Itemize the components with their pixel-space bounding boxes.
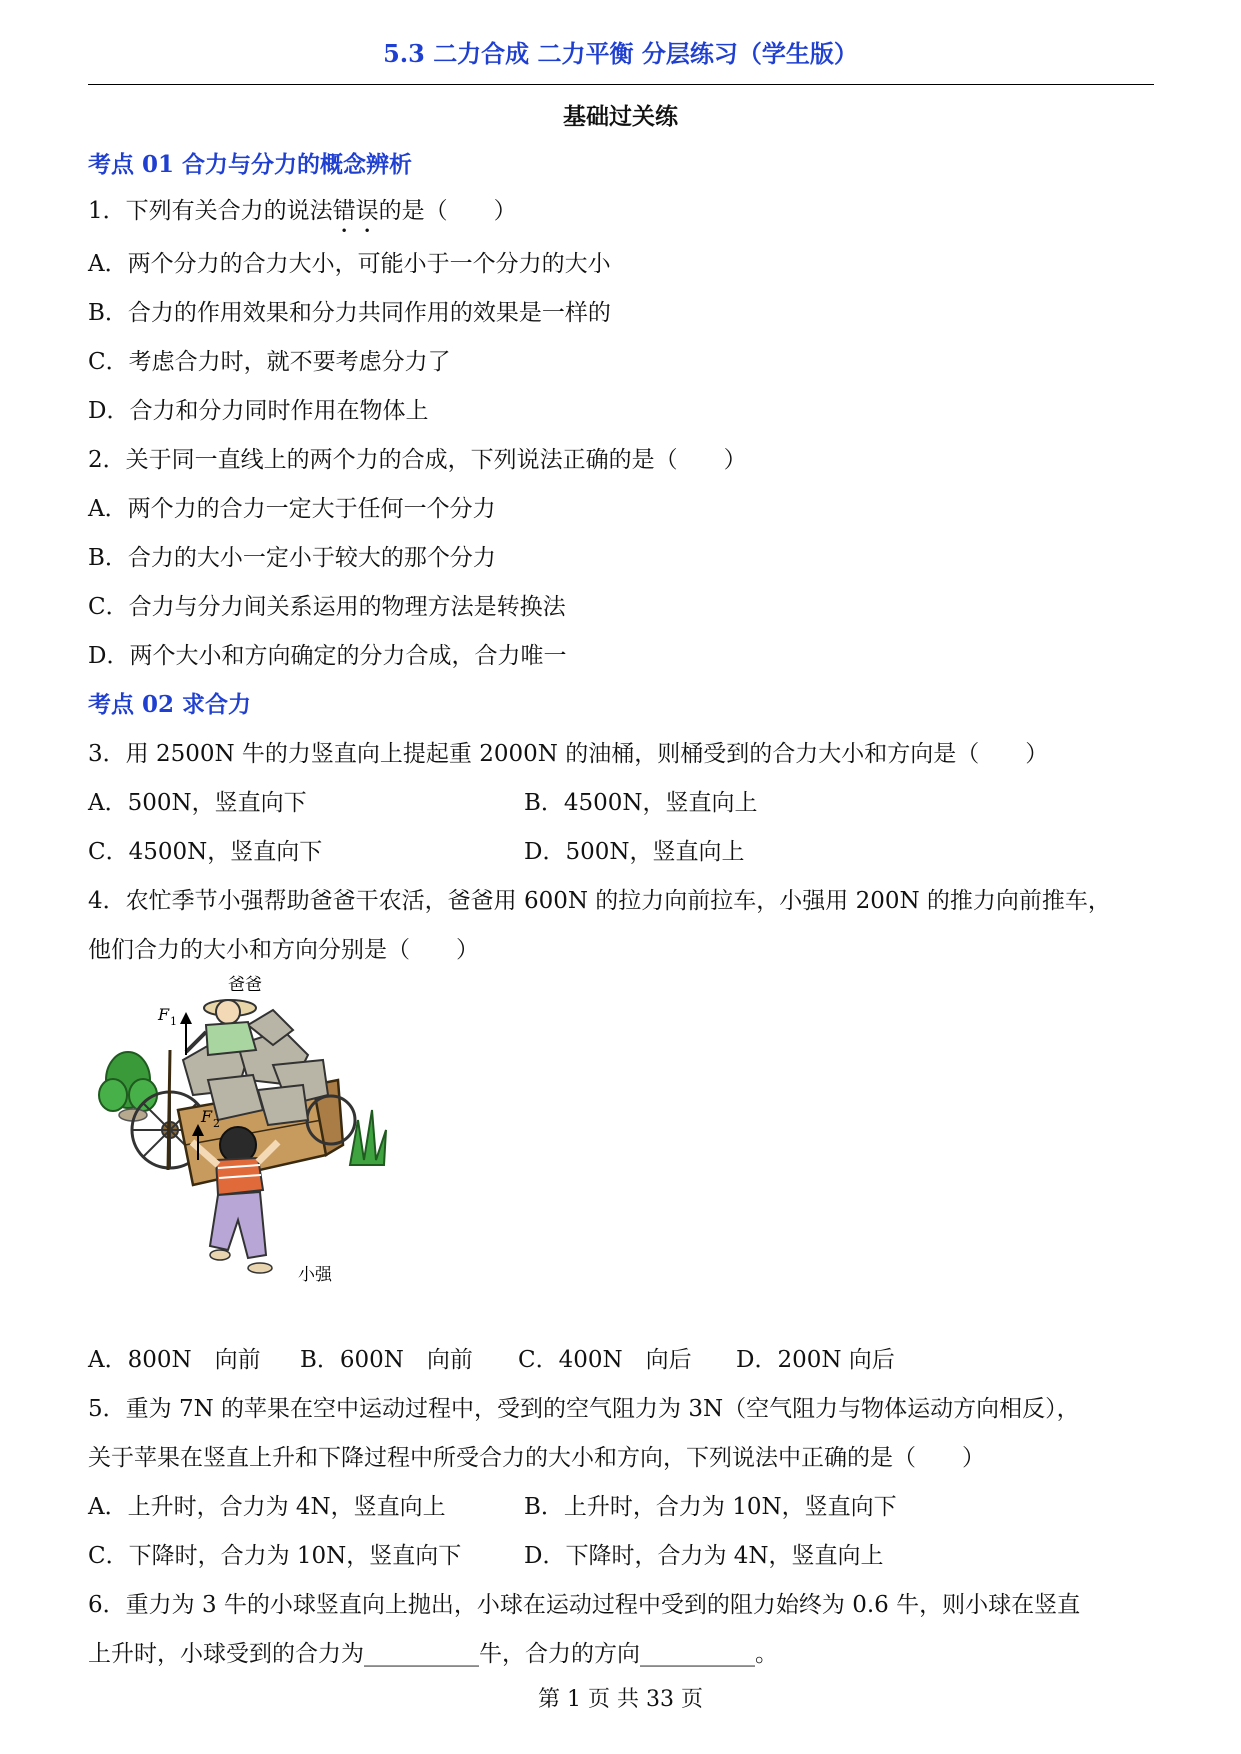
q4-option-c: C．400N 向后 xyxy=(518,1347,692,1373)
question-4-stem-line1: 4．农忙季节小强帮助爸爸干农活，爸爸用 600N 的拉力向前拉车，小强用 200N 的推力向前推车， xyxy=(88,888,1111,914)
q2-option-b: B．合力的大小一定小于较大的那个分力 xyxy=(88,545,496,571)
section-title: 基础过关练 xyxy=(563,103,678,130)
question-4-stem-line2: 他们合力的大小和方向分别是（ ） xyxy=(88,937,479,963)
q3-option-c: C．4500N，竖直向下 xyxy=(88,839,323,865)
topic-heading-01: 考点 01 合力与分力的概念辨析 xyxy=(88,151,413,178)
document-title: 5.3 二力合成 二力平衡 分层练习（学生版） xyxy=(383,39,858,68)
q1-option-b: B．合力的作用效果和分力共同作用的效果是一样的 xyxy=(88,300,611,326)
q5-option-b: B．上升时，合力为 10N，竖直向下 xyxy=(524,1494,897,1520)
topic-heading-02: 考点 02 求合力 xyxy=(88,691,252,718)
q2-option-d: D．两个大小和方向确定的分力合成，合力唯一 xyxy=(88,643,567,669)
dad-label: 爸爸 xyxy=(228,975,262,995)
q5-option-a: A．上升时，合力为 4N，竖直向上 xyxy=(88,1494,446,1520)
q4-options-row xyxy=(88,1341,895,1374)
q4-option-d: D．200N 向后 xyxy=(736,1347,895,1373)
question-6-stem-line2: 上升时，小球受到的合力为__________牛，合力的方向__________。 xyxy=(88,1641,778,1667)
q1-emphasis: 错误 xyxy=(332,198,379,224)
q2-option-c: C．合力与分力间关系运用的物理方法是转换法 xyxy=(88,594,566,620)
f2-subscript: 2 xyxy=(213,1117,220,1130)
question-1-stem xyxy=(88,192,517,238)
page-number-footer: 第 1 页 共 33 页 xyxy=(538,1687,703,1712)
q1-stem-pre: 1．下列有关合力的说法 xyxy=(88,198,333,224)
q3-option-a: A．500N，竖直向下 xyxy=(88,790,307,816)
q1-option-d: D．合力和分力同时作用在物体上 xyxy=(88,398,429,424)
question-5-stem-line2: 关于苹果在竖直上升和下降过程中所受合力的大小和方向，下列说法中正确的是（ ） xyxy=(88,1445,985,1471)
q5-option-c: C．下降时，合力为 10N，竖直向下 xyxy=(88,1543,462,1569)
q1-stem-post: 的是（ ） xyxy=(378,198,517,224)
dad-figure xyxy=(186,1000,256,1055)
q3-option-b: B．4500N，竖直向上 xyxy=(524,790,758,816)
q1-option-c: C．考虑合力时，就不要考虑分力了 xyxy=(88,349,451,375)
question-6-stem-line1: 6．重力为 3 牛的小球竖直向上抛出，小球在运动过程中受到的阻力始终为 0.6 牛，则小球在竖直 xyxy=(88,1592,1081,1618)
q2-option-a: A．两个力的合力一定大于任何一个分力 xyxy=(88,496,496,522)
kid-label: 小强 xyxy=(298,1265,332,1285)
f1-subscript: 1 xyxy=(170,1015,177,1028)
q4-option-b: B．600N 向前 xyxy=(300,1347,473,1373)
force-f1-arrow xyxy=(157,1005,192,1055)
question-5-stem-line1: 5．重为 7N 的苹果在空中运动过程中，受到的空气阻力为 3N（空气阻力与物体运动方向相反）， xyxy=(88,1396,1080,1422)
f2-label: F xyxy=(201,1107,213,1126)
f1-label: F xyxy=(158,1005,170,1024)
cart-illustration xyxy=(88,970,438,1320)
q4-option-a: A．800N 向前 xyxy=(88,1347,261,1373)
q3-option-d: D．500N，竖直向上 xyxy=(524,839,745,865)
q5-option-d: D．下降时，合力为 4N，竖直向上 xyxy=(524,1543,884,1569)
q1-option-a: A．两个分力的合力大小，可能小于一个分力的大小 xyxy=(88,251,611,277)
question-3-stem: 3．用 2500N 牛的力竖直向上提起重 2000N 的油桶，则桶受到的合力大小和方向是（ ） xyxy=(88,741,1049,767)
left-bush-icon xyxy=(99,1052,157,1121)
question-2-stem: 2．关于同一直线上的两个力的合成，下列说法正确的是（ ） xyxy=(88,447,747,473)
header-divider xyxy=(88,84,1154,85)
